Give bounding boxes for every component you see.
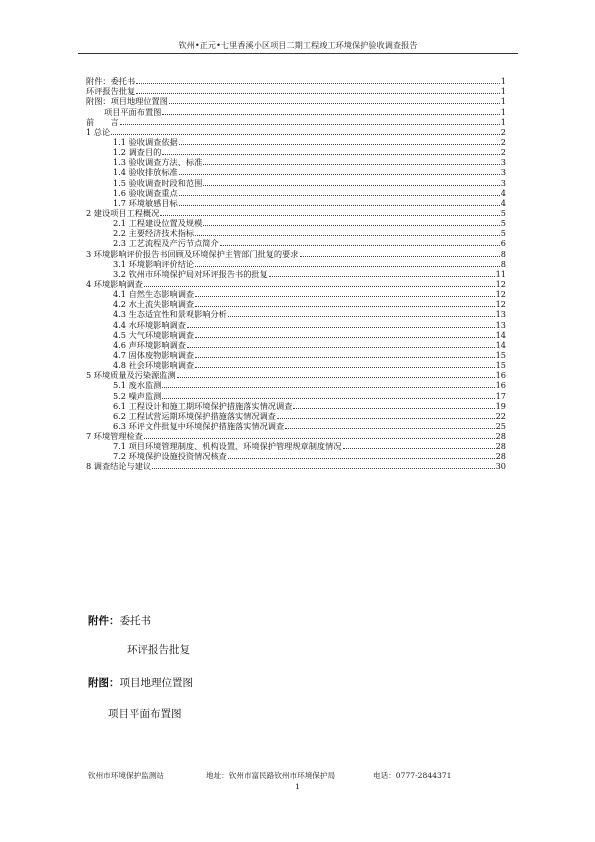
toc-entry-label: 4.4 水环境影响调查 <box>113 319 186 330</box>
toc-entry-label: 4.8 社会环境影响调查 <box>113 360 195 371</box>
toc-entry-page: 14 <box>495 339 506 350</box>
toc-entry[interactable] <box>86 309 506 319</box>
toc-entry-page: 3 <box>500 167 506 178</box>
toc-entry-label: 1.4 验收排放标准 <box>113 167 178 178</box>
toc-entry[interactable] <box>86 228 506 238</box>
toc-entry-label: 1.5 验收调查时段和范围 <box>113 177 203 188</box>
toc-entry[interactable] <box>86 279 506 289</box>
toc-leader-dots <box>162 154 499 155</box>
toc-leader-dots <box>195 337 494 338</box>
footer-address: 地址：钦州市富民路钦州市环境保护局 <box>206 771 336 780</box>
toc-entry-page: 8 <box>500 258 506 269</box>
toc-entry-page: 12 <box>495 289 506 300</box>
toc-leader-dots <box>152 468 494 469</box>
toc-leader-dots <box>120 124 500 125</box>
toc-leader-dots <box>269 276 495 277</box>
toc-entry-label: 1.1 验收调查依据 <box>113 136 178 147</box>
toc-entry-label: 4.5 大气环境影响调查 <box>113 329 195 340</box>
toc-leader-dots <box>162 387 494 388</box>
toc-leader-dots <box>144 286 495 287</box>
toc-entry[interactable] <box>86 451 506 461</box>
toc-leader-dots <box>343 448 495 449</box>
toc-entry-label: 7 环境管理检查 <box>86 431 143 442</box>
toc-leader-dots <box>187 347 495 348</box>
toc-entry-label: 4.6 声环境影响调查 <box>113 339 186 350</box>
toc-entry[interactable] <box>86 289 506 299</box>
toc-entry-page: 15 <box>495 360 506 371</box>
approval-heading: 环评报告批复 <box>127 644 190 656</box>
toc-entry-page: 30 <box>495 461 506 472</box>
toc-entry-page: 12 <box>495 278 506 289</box>
toc-entry[interactable] <box>86 208 506 218</box>
toc-entry-page: 6 <box>500 238 506 249</box>
toc-entry[interactable] <box>86 350 506 360</box>
toc-entry[interactable] <box>86 157 506 167</box>
toc-entry[interactable] <box>86 269 506 279</box>
toc-leader-dots <box>195 266 500 267</box>
toc-leader-dots <box>187 327 495 328</box>
toc-entry-page: 4 <box>500 187 506 198</box>
toc-entry-label: 项目平面布置图 <box>104 106 162 117</box>
page-number: 1 <box>295 782 300 791</box>
toc-entry[interactable] <box>86 330 506 340</box>
toc-leader-dots <box>136 93 500 94</box>
toc-entry-label: 4.3 生态适宜性和景观影响分析 <box>113 309 227 320</box>
toc-entry[interactable] <box>86 360 506 370</box>
toc-entry[interactable] <box>86 390 506 400</box>
toc-entry-label: 1 总论 <box>86 126 111 137</box>
toc-leader-dots <box>179 174 500 175</box>
toc-entry-page: 4 <box>500 197 506 208</box>
toc-entry-page: 13 <box>495 309 506 320</box>
toc-entry-page: 12 <box>495 299 506 310</box>
toc-leader-dots <box>203 164 499 165</box>
toc-entry-page: 17 <box>495 390 506 401</box>
toc-entry[interactable] <box>86 147 506 157</box>
toc-entry-page: 5 <box>500 228 506 239</box>
figure-prefix: 附图： <box>88 677 120 689</box>
toc-entry-page: 15 <box>495 349 506 360</box>
toc-entry[interactable] <box>86 380 506 390</box>
toc-leader-dots <box>228 316 495 317</box>
toc-entry[interactable] <box>86 411 506 421</box>
toc-leader-dots <box>177 377 495 378</box>
toc-leader-dots <box>277 418 495 419</box>
toc-entry-page: 28 <box>495 441 506 452</box>
attachment-heading <box>88 613 151 628</box>
toc-leader-dots <box>203 225 499 226</box>
toc-entry-label: 7.1 项目环境管理制度、机构设置、环境保护管理规章制度情况 <box>113 441 342 452</box>
toc-entry-label: 1.6 验收调查重点 <box>113 187 178 198</box>
toc-entry-label: 3 环境影响评价报告书回顾及环境保护主管部门批复的要求 <box>86 248 299 259</box>
toc-entry[interactable] <box>86 218 506 228</box>
footer-phone: 电话：0777-2844371 <box>373 771 452 780</box>
toc-entry[interactable] <box>86 238 506 248</box>
toc-entry-page: 13 <box>495 319 506 330</box>
toc-leader-dots <box>179 195 500 196</box>
toc-entry[interactable] <box>86 441 506 451</box>
toc-entry-page: 1 <box>500 96 506 107</box>
toc-entry-page: 3 <box>500 177 506 188</box>
toc-entry-page: 28 <box>495 451 506 462</box>
toc-entry-page: 2 <box>500 126 506 137</box>
toc-entry[interactable] <box>86 167 506 177</box>
toc-entry[interactable] <box>86 370 506 380</box>
toc-entry-label: 环评报告批复 <box>86 86 136 97</box>
toc-leader-dots <box>179 205 500 206</box>
toc-entry-label: 1.3 验收调查方法、标准 <box>113 157 203 168</box>
toc-entry[interactable] <box>86 106 506 116</box>
toc-entry[interactable] <box>86 461 506 471</box>
toc-entry-page: 5 <box>500 218 506 229</box>
toc-leader-dots <box>111 134 500 135</box>
toc-entry-label: 7.2 环境保护设施投资情况核查 <box>113 451 227 462</box>
toc-leader-dots <box>293 408 494 409</box>
footer-org: 钦州市环境保护监测站 <box>88 771 164 780</box>
toc-entry[interactable] <box>86 198 506 208</box>
toc-entry-label: 1.7 环境敏感目标 <box>113 197 178 208</box>
toc-leader-dots <box>169 103 500 104</box>
toc-entry[interactable] <box>86 340 506 350</box>
toc-leader-dots <box>228 458 495 459</box>
toc-leader-dots <box>195 367 494 368</box>
header-rule <box>78 53 518 54</box>
toc-entry[interactable] <box>86 177 506 187</box>
toc-entry-label: 5 环境质量及污染源监测 <box>86 370 176 381</box>
toc-entry-label: 4 环境影响调查 <box>86 278 143 289</box>
toc-entry-label: 3.2 钦州市环境保护局对环评报告书的批复 <box>113 268 268 279</box>
toc-entry[interactable] <box>86 299 506 309</box>
toc-entry[interactable] <box>86 421 506 431</box>
toc-entry-label: 4.1 自然生态影响调查 <box>113 289 195 300</box>
toc-entry-label: 3.1 环境影响评价结论 <box>113 258 195 269</box>
attachment-prefix: 附件： <box>88 615 120 627</box>
toc-entry-page: 3 <box>500 157 506 168</box>
running-header: 钦州•正元•七里香溪小区项目二期工程竣工环境保护验收调查报告 <box>178 40 418 50</box>
toc-entry[interactable] <box>86 188 506 198</box>
toc-leader-dots <box>195 357 494 358</box>
toc-leader-dots <box>285 428 494 429</box>
layout-heading: 项目平面布置图 <box>108 708 182 720</box>
toc-entry[interactable] <box>86 96 506 106</box>
toc-entry-label: 2.2 主要经济技术指标 <box>113 228 195 239</box>
toc-leader-dots <box>179 144 500 145</box>
toc-entry-page: 19 <box>495 400 506 411</box>
toc-entry-label: 5.1 废水监测 <box>113 380 162 391</box>
toc-leader-dots <box>195 306 494 307</box>
toc-leader-dots <box>300 256 500 257</box>
toc-entry-label: 4.2 水土流失影响调查 <box>113 299 195 310</box>
toc-leader-dots <box>195 235 500 236</box>
toc-entry-label: 附件：委托书 <box>86 76 136 87</box>
toc-entry-page: 1 <box>500 86 506 97</box>
toc-entry[interactable] <box>86 76 506 86</box>
toc-entry[interactable] <box>86 86 506 96</box>
toc-leader-dots <box>162 398 494 399</box>
toc-entry-page: 16 <box>495 370 506 381</box>
toc-entry-page: 25 <box>495 420 506 431</box>
toc-entry[interactable] <box>86 401 506 411</box>
toc-entry-label: 2 建设项目工程概况 <box>86 207 160 218</box>
toc-entry-label: 1.2 调查目的 <box>113 147 162 158</box>
figure-title: 项目地理位置图 <box>119 677 193 689</box>
toc-entry-label: 5.2 噪声监测 <box>113 390 162 401</box>
toc-entry-page: 2 <box>500 136 506 147</box>
toc-leader-dots <box>160 215 499 216</box>
toc-entry-label: 4.7 固体废物影响调查 <box>113 349 195 360</box>
toc-leader-dots <box>220 245 500 246</box>
toc-entry[interactable] <box>86 127 506 137</box>
toc-leader-dots <box>195 296 494 297</box>
toc-entry[interactable] <box>86 248 506 258</box>
toc-entry-label: 附图：项目地理位置图 <box>86 96 168 107</box>
toc-entry-page: 1 <box>500 106 506 117</box>
toc-entry[interactable] <box>86 117 506 127</box>
toc-leader-dots <box>162 114 499 115</box>
attachment-title: 委托书 <box>119 615 151 627</box>
toc-entry-page: 8 <box>500 248 506 259</box>
toc-entry-label: 6.3 环评文件批复中环境保护措施落实情况调查 <box>113 420 285 431</box>
toc-entry-label: 8 调查结论与建议 <box>86 461 152 472</box>
toc-entry-page: 16 <box>495 380 506 391</box>
toc-entry-label: 6.2 工程试营运期环境保护措施落实情况调查 <box>113 410 276 421</box>
toc-entry-page: 22 <box>495 410 506 421</box>
toc-entry-label: 2.1 工程建设位置及规模 <box>113 218 203 229</box>
toc-entry[interactable] <box>86 259 506 269</box>
table-of-contents <box>86 76 506 471</box>
toc-entry-page: 5 <box>500 207 506 218</box>
toc-entry-label: 6.1 工程设计和施工期环境保护措施落实情况调查 <box>113 400 293 411</box>
toc-entry[interactable] <box>86 431 506 441</box>
toc-entry-page: 14 <box>495 329 506 340</box>
toc-leader-dots <box>136 83 500 84</box>
toc-entry-page: 11 <box>495 268 506 279</box>
toc-entry-page: 1 <box>500 116 506 127</box>
toc-entry-page: 28 <box>495 431 506 442</box>
toc-entry-page: 1 <box>500 76 506 87</box>
toc-entry-label: 2.3 工艺流程及产污节点简介 <box>113 238 219 249</box>
figure-heading <box>88 675 193 690</box>
toc-leader-dots <box>144 438 495 439</box>
toc-entry[interactable] <box>86 137 506 147</box>
toc-entry-page: 2 <box>500 147 506 158</box>
toc-entry[interactable] <box>86 319 506 329</box>
toc-leader-dots <box>203 185 499 186</box>
toc-entry-label: 前 言 <box>86 116 119 127</box>
